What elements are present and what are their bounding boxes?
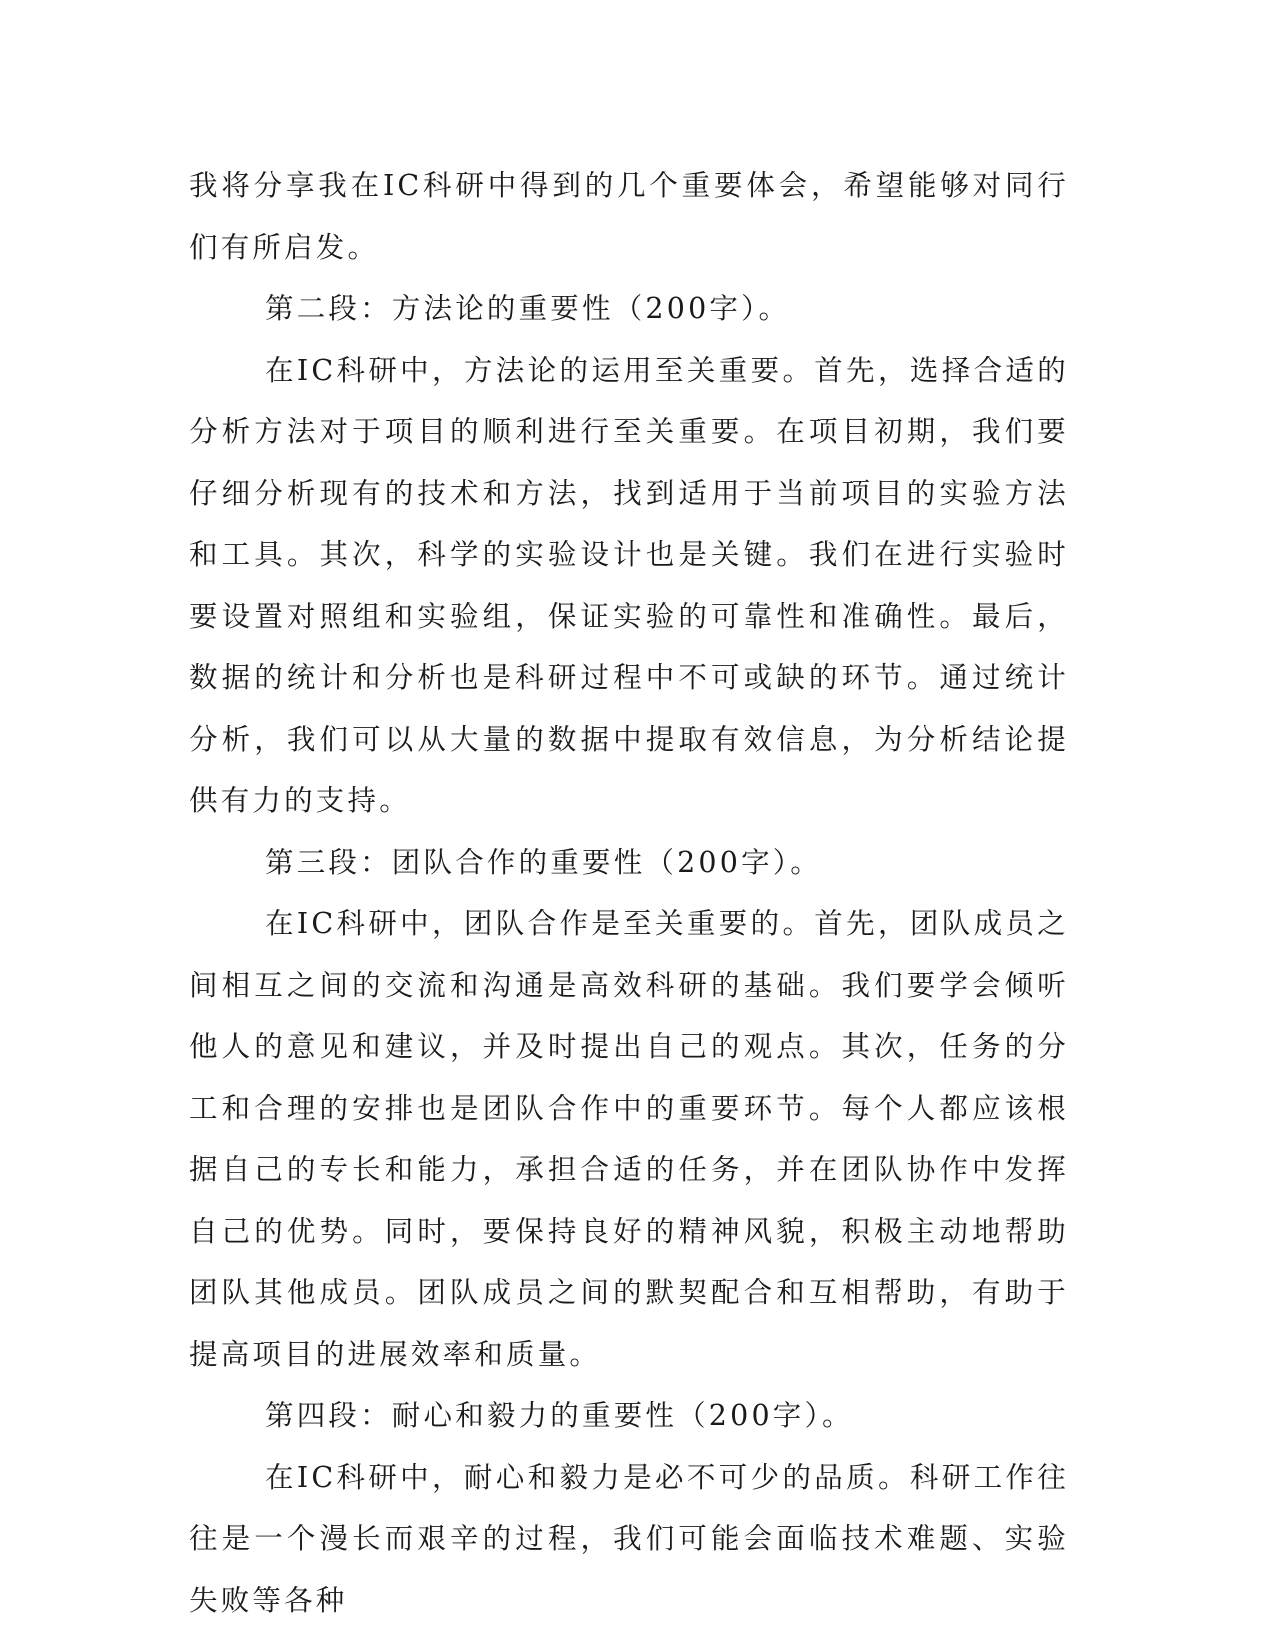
document-body [189, 155, 1069, 1631]
paragraph-methodology: 在IC科研中，方法论的运用至关重要。首先，选择合适的分析方法对于项目的顺利进行至关重要。在项目初期，我们要仔细分析现有的技术和方法，找到适用于当前项目的实验方法和工具。其次，科学的实验设计也是关键。我们在进行实验时要设置对照组和实验组，保证实验的可靠性和准确性。最后，数据的统计和分析也是科研过程中不可或缺的环节。通过统计分析，我们可以从大量的数据中提取有效信息，为分析结论提供有力的支持。 [189, 353, 1069, 817]
paragraph-intro-ending: 我将分享我在IC科研中得到的几个重要体会，希望能够对同行们有所启发。 [189, 169, 1069, 264]
paragraph-patience: 在IC科研中，耐心和毅力是必不可少的品质。科研工作往往是一个漫长而艰辛的过程，我们可能会面临技术难题、实验失败等各种 [189, 1460, 1069, 1617]
paragraph-teamwork: 在IC科研中，团队合作是至关重要的。首先，团队成员之间相互之间的交流和沟通是高效科研的基础。我们要学会倾听他人的意见和建议，并及时提出自己的观点。其次，任务的分工和合理的安排也是团队合作中的重要环节。每个人都应该根据自己的专长和能力，承担合适的任务，并在团队协作中发挥自己的优势。同时，要保持良好的精神风貌，积极主动地帮助团队其他成员。团队成员之间的默契配合和互相帮助，有助于提高项目的进展效率和质量。 [189, 907, 1069, 1371]
section-heading-patience: 第四段：耐心和毅力的重要性（200字）。 [265, 1399, 854, 1432]
section-heading-methodology: 第二段：方法论的重要性（200字）。 [265, 292, 791, 325]
section-heading-teamwork: 第三段：团队合作的重要性（200字）。 [265, 845, 822, 879]
